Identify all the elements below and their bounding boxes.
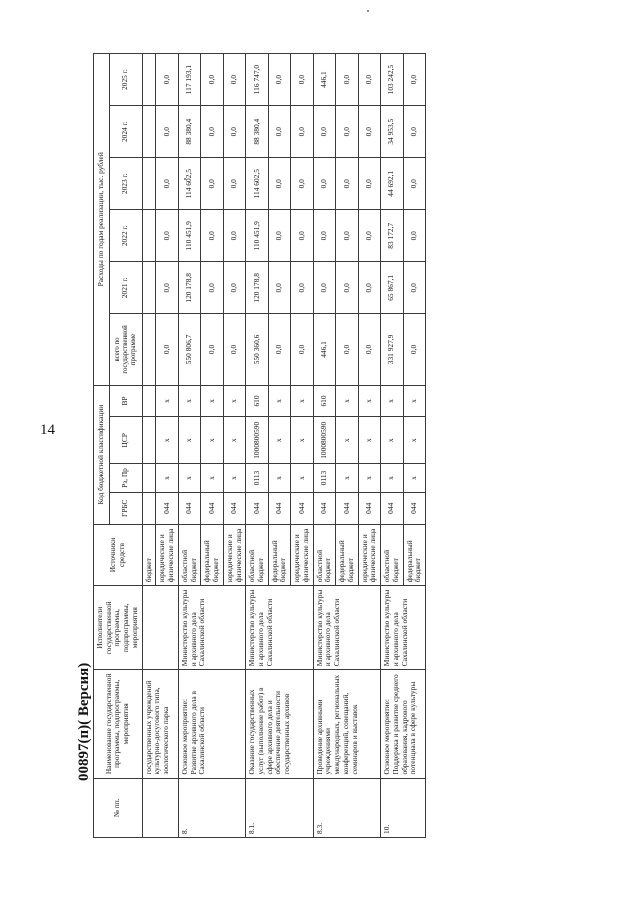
cell-vr: x xyxy=(336,385,358,417)
cell-2021: 0,0 xyxy=(223,262,245,314)
cell-2021: 120 178,8 xyxy=(246,262,268,314)
cell-2024: 0,0 xyxy=(403,106,425,158)
cell-rzpr: x xyxy=(336,464,358,493)
cell-2022: 0,0 xyxy=(336,210,358,262)
cell-2024 xyxy=(142,106,156,158)
cell-2024: 34 953,5 xyxy=(381,106,403,158)
cell-executor: Министерство культуры и архивного дела Сахалинской области xyxy=(313,586,380,670)
cell-vr xyxy=(142,385,156,417)
cell-vr: x xyxy=(358,385,380,417)
cell-2025: 0,0 xyxy=(201,54,223,106)
cell-total: 550 806,7 xyxy=(178,314,200,385)
cell-2022: 0,0 xyxy=(201,210,223,262)
cell-rzpr: x xyxy=(381,464,403,493)
cell-2023: 0,0 xyxy=(313,158,335,210)
cell-num: 8. xyxy=(178,778,245,837)
header-total: всего по государственной программе xyxy=(109,314,142,385)
cell-2022: 83 172,7 xyxy=(381,210,403,262)
cell-csr: x xyxy=(156,417,178,464)
cell-source: юридические и физические лица xyxy=(358,524,380,586)
cell-csr: x xyxy=(336,417,358,464)
cell-2021: 0,0 xyxy=(403,262,425,314)
cell-num xyxy=(142,778,178,837)
header-kbk: Код бюджетной классификации xyxy=(94,385,110,524)
cell-grbs: 044 xyxy=(156,492,178,524)
cell-total: 0,0 xyxy=(291,314,313,385)
cell-source: федеральный бюджет xyxy=(201,524,223,586)
cell-csr: x xyxy=(358,417,380,464)
header-expenses: Расходы по годам реализации, тыс. рублей xyxy=(94,54,110,386)
cell-2021: 0,0 xyxy=(268,262,290,314)
cell-rzpr: x xyxy=(178,464,200,493)
header-num: № пп. xyxy=(94,778,143,837)
cell-2021: 0,0 xyxy=(156,262,178,314)
cell-2024: 0,0 xyxy=(358,106,380,158)
cell-rzpr: 0113 xyxy=(313,464,335,493)
cell-2025: 446,1 xyxy=(313,54,335,106)
budget-table-container xyxy=(93,53,606,838)
cell-name: Основное мероприятие: Развитие архивного дела в Сахалинской области xyxy=(178,670,245,778)
cell-total: 446,1 xyxy=(313,314,335,385)
cell-rzpr: x xyxy=(223,464,245,493)
cell-vr: x xyxy=(291,385,313,417)
header-2025: 2025 г. xyxy=(109,54,142,106)
document-code: 00897(п)( Версия) xyxy=(76,662,92,781)
cell-2022: 0,0 xyxy=(313,210,335,262)
table-row xyxy=(178,54,200,838)
cell-rzpr: x xyxy=(156,464,178,493)
cell-2023 xyxy=(142,158,156,210)
cell-2023: 114 602,5 xyxy=(178,158,200,210)
cell-2021: 0,0 xyxy=(201,262,223,314)
cell-vr: 610 xyxy=(313,385,335,417)
scan-speck xyxy=(367,10,369,12)
cell-csr: x xyxy=(291,417,313,464)
cell-source: федеральный бюджет xyxy=(268,524,290,586)
cell-vr: x xyxy=(156,385,178,417)
cell-num: 8.1. xyxy=(246,778,313,837)
cell-rzpr: x xyxy=(201,464,223,493)
header-executor: Исполнители государственной программы, подпрограммы, мероприятия xyxy=(94,586,143,670)
cell-name: государственных учреждений культурно-досугового типа, зоологического парка xyxy=(142,670,178,778)
header-name: Наименование государственной программы, подпрограммы, мероприятия xyxy=(94,670,143,778)
cell-2022: 0,0 xyxy=(403,210,425,262)
cell-name: Основное мероприятие: Поддержка и развитие среднего образования, кадрового потенциала в сфере культуры xyxy=(381,670,426,778)
cell-executor xyxy=(142,586,178,670)
cell-2021: 0,0 xyxy=(291,262,313,314)
cell-2025: 0,0 xyxy=(268,54,290,106)
cell-total: 0,0 xyxy=(201,314,223,385)
cell-total: 0,0 xyxy=(223,314,245,385)
header-2022: 2022 г. xyxy=(109,210,142,262)
cell-2022: 110 451,9 xyxy=(246,210,268,262)
cell-2023: 0,0 xyxy=(223,158,245,210)
cell-grbs: 044 xyxy=(268,492,290,524)
cell-2021: 65 867,1 xyxy=(381,262,403,314)
header-csr: ЦСР xyxy=(109,417,142,464)
cell-source: федеральный бюджет xyxy=(403,524,425,586)
cell-total xyxy=(142,314,156,385)
header-rzpr: Рз, Пр xyxy=(109,464,142,493)
cell-2023: 0,0 xyxy=(291,158,313,210)
cell-total: 0,0 xyxy=(336,314,358,385)
cell-grbs: 044 xyxy=(381,492,403,524)
cell-executor: Министерство культуры и архивного дела Сахалинской области xyxy=(246,586,313,670)
cell-2021: 0,0 xyxy=(358,262,380,314)
cell-vr: x xyxy=(381,385,403,417)
cell-2023: 114 602,5 xyxy=(246,158,268,210)
cell-2024: 0,0 xyxy=(223,106,245,158)
cell-rzpr: 0113 xyxy=(246,464,268,493)
cell-rzpr: x xyxy=(291,464,313,493)
header-source: Источники средств xyxy=(94,524,143,586)
cell-2024: 0,0 xyxy=(156,106,178,158)
cell-source: областной бюджет xyxy=(313,524,335,586)
cell-total: 0,0 xyxy=(358,314,380,385)
cell-2025: 0,0 xyxy=(403,54,425,106)
cell-grbs: 044 xyxy=(403,492,425,524)
cell-source: юридические и физические лица xyxy=(156,524,178,586)
header-grbs: ГРБС xyxy=(109,492,142,524)
cell-2024: 88 380,4 xyxy=(246,106,268,158)
cell-total: 0,0 xyxy=(403,314,425,385)
cell-csr xyxy=(142,417,156,464)
cell-name: Оказание государственных услуг (выполнение работ) в сфере архивного дела и обеспечение деятельности государственных архивов xyxy=(246,670,313,778)
cell-source: областной бюджет xyxy=(381,524,403,586)
cell-vr: x xyxy=(178,385,200,417)
cell-vr: x xyxy=(403,385,425,417)
cell-2022: 0,0 xyxy=(223,210,245,262)
cell-grbs: 044 xyxy=(201,492,223,524)
cell-2022: 0,0 xyxy=(358,210,380,262)
cell-2021: 120 178,8 xyxy=(178,262,200,314)
cell-2025: 0,0 xyxy=(336,54,358,106)
cell-total: 550 360,6 xyxy=(246,314,268,385)
page-number: 14 xyxy=(40,422,55,438)
cell-2025: 0,0 xyxy=(291,54,313,106)
cell-csr: x xyxy=(223,417,245,464)
cell-2024: 0,0 xyxy=(291,106,313,158)
cell-2023: 0,0 xyxy=(156,158,178,210)
cell-source: федеральный бюджет xyxy=(336,524,358,586)
cell-2024: 0,0 xyxy=(336,106,358,158)
cell-2025: 116 747,0 xyxy=(246,54,268,106)
cell-2023: 0,0 xyxy=(358,158,380,210)
cell-2025: 117 193,1 xyxy=(178,54,200,106)
cell-grbs: 044 xyxy=(223,492,245,524)
cell-grbs: 044 xyxy=(291,492,313,524)
cell-2021: 0,0 xyxy=(313,262,335,314)
cell-grbs: 044 xyxy=(246,492,268,524)
cell-num: 10. xyxy=(381,778,426,837)
cell-vr: 610 xyxy=(246,385,268,417)
budget-table xyxy=(93,53,426,838)
cell-csr: x xyxy=(381,417,403,464)
table-row xyxy=(313,54,335,838)
table-row xyxy=(381,54,403,838)
cell-vr: x xyxy=(223,385,245,417)
header-2021: 2021 г. xyxy=(109,262,142,314)
cell-grbs: 044 xyxy=(313,492,335,524)
cell-2022: 0,0 xyxy=(156,210,178,262)
header-2023: 2023 г. xyxy=(109,158,142,210)
cell-source: областной бюджет xyxy=(178,524,200,586)
cell-source: областной бюджет xyxy=(246,524,268,586)
cell-2023: 0,0 xyxy=(201,158,223,210)
cell-2024: 0,0 xyxy=(313,106,335,158)
cell-2024: 0,0 xyxy=(201,106,223,158)
cell-2023: 0,0 xyxy=(336,158,358,210)
cell-num: 8.3. xyxy=(313,778,380,837)
cell-grbs: 044 xyxy=(178,492,200,524)
cell-source: юридические и физические лица xyxy=(223,524,245,586)
cell-vr: x xyxy=(268,385,290,417)
cell-csr: x xyxy=(178,417,200,464)
cell-vr: x xyxy=(201,385,223,417)
cell-grbs: 044 xyxy=(358,492,380,524)
cell-2022: 0,0 xyxy=(291,210,313,262)
cell-2024: 88 380,4 xyxy=(178,106,200,158)
table-row xyxy=(246,54,268,838)
cell-2022: 0,0 xyxy=(268,210,290,262)
cell-rzpr xyxy=(142,464,156,493)
cell-name: Проведение архивными учреждениями международных, региональных конференций, совещаний, семинаров и выставок xyxy=(313,670,380,778)
cell-total: 0,0 xyxy=(268,314,290,385)
cell-csr: x xyxy=(201,417,223,464)
cell-grbs xyxy=(142,492,156,524)
cell-total: 331 927,9 xyxy=(381,314,403,385)
cell-csr: 1000800590 xyxy=(313,417,335,464)
cell-total: 0,0 xyxy=(156,314,178,385)
cell-2023: 0,0 xyxy=(403,158,425,210)
header-vr: ВР xyxy=(109,385,142,417)
cell-csr: x xyxy=(403,417,425,464)
cell-csr: x xyxy=(268,417,290,464)
cell-2024: 0,0 xyxy=(268,106,290,158)
cell-2025: 0,0 xyxy=(156,54,178,106)
cell-rzpr: x xyxy=(403,464,425,493)
cell-2022: 110 451,9 xyxy=(178,210,200,262)
cell-2022 xyxy=(142,210,156,262)
cell-2023: 0,0 xyxy=(268,158,290,210)
cell-csr: 1000800590 xyxy=(246,417,268,464)
cell-2021: 0,0 xyxy=(336,262,358,314)
cell-grbs: 044 xyxy=(336,492,358,524)
cell-2025: 0,0 xyxy=(223,54,245,106)
cell-2023: 44 692,1 xyxy=(381,158,403,210)
cell-2025: 103 242,5 xyxy=(381,54,403,106)
cell-2025: 0,0 xyxy=(358,54,380,106)
cell-rzpr: x xyxy=(268,464,290,493)
table-row xyxy=(142,54,156,838)
cell-executor: Министерство культуры и архивного дела Сахалинской области xyxy=(381,586,426,670)
cell-source: юридические и физические лица xyxy=(291,524,313,586)
header-2024: 2024 г. xyxy=(109,106,142,158)
cell-2025 xyxy=(142,54,156,106)
cell-rzpr: x xyxy=(358,464,380,493)
cell-executor: Министерство культуры и архивного дела Сахалинской области xyxy=(178,586,245,670)
cell-source: бюджет xyxy=(142,524,156,586)
cell-2021 xyxy=(142,262,156,314)
